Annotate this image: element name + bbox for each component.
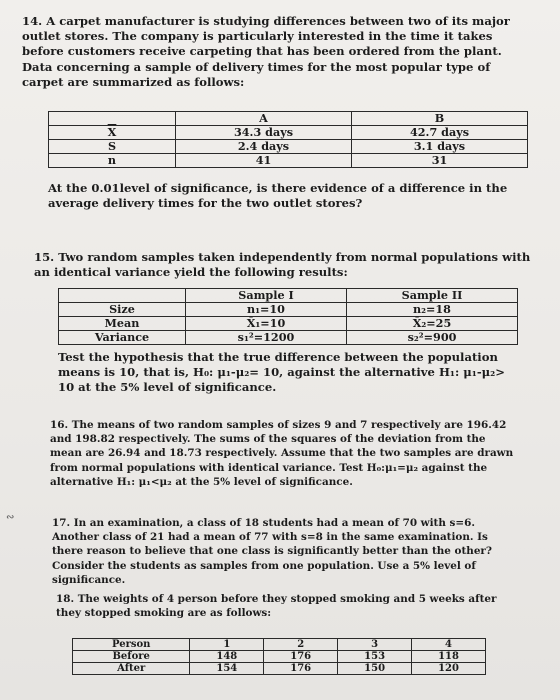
row-label-mean: $\overline{X}$ [49, 126, 176, 140]
cell-size-2: n₂=18 [346, 303, 517, 317]
row-label-mean: Mean [59, 317, 186, 331]
delivery-times-table [48, 111, 528, 168]
samples-table [58, 288, 518, 345]
question-15 [34, 250, 532, 280]
question-17-number: 17. [52, 517, 71, 529]
before-3: 153 [338, 651, 412, 663]
cell-a-sd: 2.4 days [176, 140, 352, 154]
question-18 [56, 592, 508, 620]
question-18-text: The weights of 4 person before they stopped smoking and 5 weeks after they stopped smoking are as follows: [56, 593, 497, 620]
question-14-prompt: At the 0.01level of significance, is there evidence of a difference in the average delivery times for the two outlet stores? [48, 181, 508, 211]
after-3: 150 [338, 663, 412, 675]
row-label-size: Size [59, 303, 186, 317]
question-17-text: In an examination, a class of 18 students had a mean of 70 with s=6. Another class of 21 had a mean of 77 with s=8 in the same examination. Is there reason to believe that one class is significantly better than the other? Consider the students as samples from one population. Use a 5% level of significance. [52, 517, 492, 586]
cell-a-mean: 34.3 days [176, 126, 352, 140]
sample-2-header: Sample II [346, 289, 517, 303]
after-2: 176 [264, 663, 338, 675]
cell-b-sd: 3.1 days [352, 140, 528, 154]
person-4: 4 [412, 639, 486, 651]
col-a-header: A [176, 112, 352, 126]
question-14 [22, 14, 530, 90]
sample-1-header: Sample I [186, 289, 347, 303]
question-18-number: 18. [56, 593, 75, 605]
after-4: 120 [412, 663, 486, 675]
row-label-sd: S [49, 140, 176, 154]
question-14-text: A carpet manufacturer is studying differences between two of its major outlet stores. The company is particularly interested in the time it takes before customers receive carpeting that has been ordered from the plant. Data concerning a sample of delivery times for the most popular type of carpet are summarized as follows: [22, 14, 510, 89]
question-15-number: 15. [34, 250, 55, 264]
question-16 [50, 418, 518, 489]
col-b-header: B [352, 112, 528, 126]
margin-mark: ∾ [6, 512, 15, 523]
before-4: 118 [412, 651, 486, 663]
person-3: 3 [338, 639, 412, 651]
question-17 [52, 516, 512, 587]
cell-a-n: 41 [176, 154, 352, 168]
person-2: 2 [264, 639, 338, 651]
cell-variance-2: s₂²=900 [346, 331, 517, 345]
cell-variance-1: s₁²=1200 [186, 331, 347, 345]
question-16-number: 16. [50, 419, 69, 431]
cell-b-n: 31 [352, 154, 528, 168]
question-15-text: Two random samples taken independently from normal populations with an identical variance yield the following results: [34, 250, 531, 280]
before-2: 176 [264, 651, 338, 663]
cell-mean-2: X̄₂=25 [346, 317, 517, 331]
person-1: 1 [190, 639, 264, 651]
after-1: 154 [190, 663, 264, 675]
row-label-variance: Variance [59, 331, 186, 345]
row-label-n: n [49, 154, 176, 168]
row-label-before: Before [73, 651, 190, 663]
cell-size-1: n₁=10 [186, 303, 347, 317]
before-1: 148 [190, 651, 264, 663]
weights-table [72, 638, 486, 675]
cell-b-mean: 42.7 days [352, 126, 528, 140]
question-15-prompt: Test the hypothesis that the true difference between the population means is 10, that is, H₀: μ₁-μ₂= 10, against the alternative H₁: μ₁-μ₂> 10 at the 5% level of significance. [58, 350, 505, 395]
question-14-number: 14. [22, 14, 43, 28]
row-label-after: After [73, 663, 190, 675]
cell-mean-1: X̄₁=10 [186, 317, 347, 331]
question-16-text: The means of two random samples of sizes 9 and 7 respectively are 196.42 and 198.82 respectively. The sums of the squares of the deviation from the mean are 26.94 and 18.73 respectively. Assume that the two samples are drawn from normal populations with identical variance. Test H₀:μ₁=μ₂ against the alternative H₁: μ₁<μ₂ at the 5% level of significance. [50, 419, 514, 488]
row-label-person: Person [73, 639, 190, 651]
